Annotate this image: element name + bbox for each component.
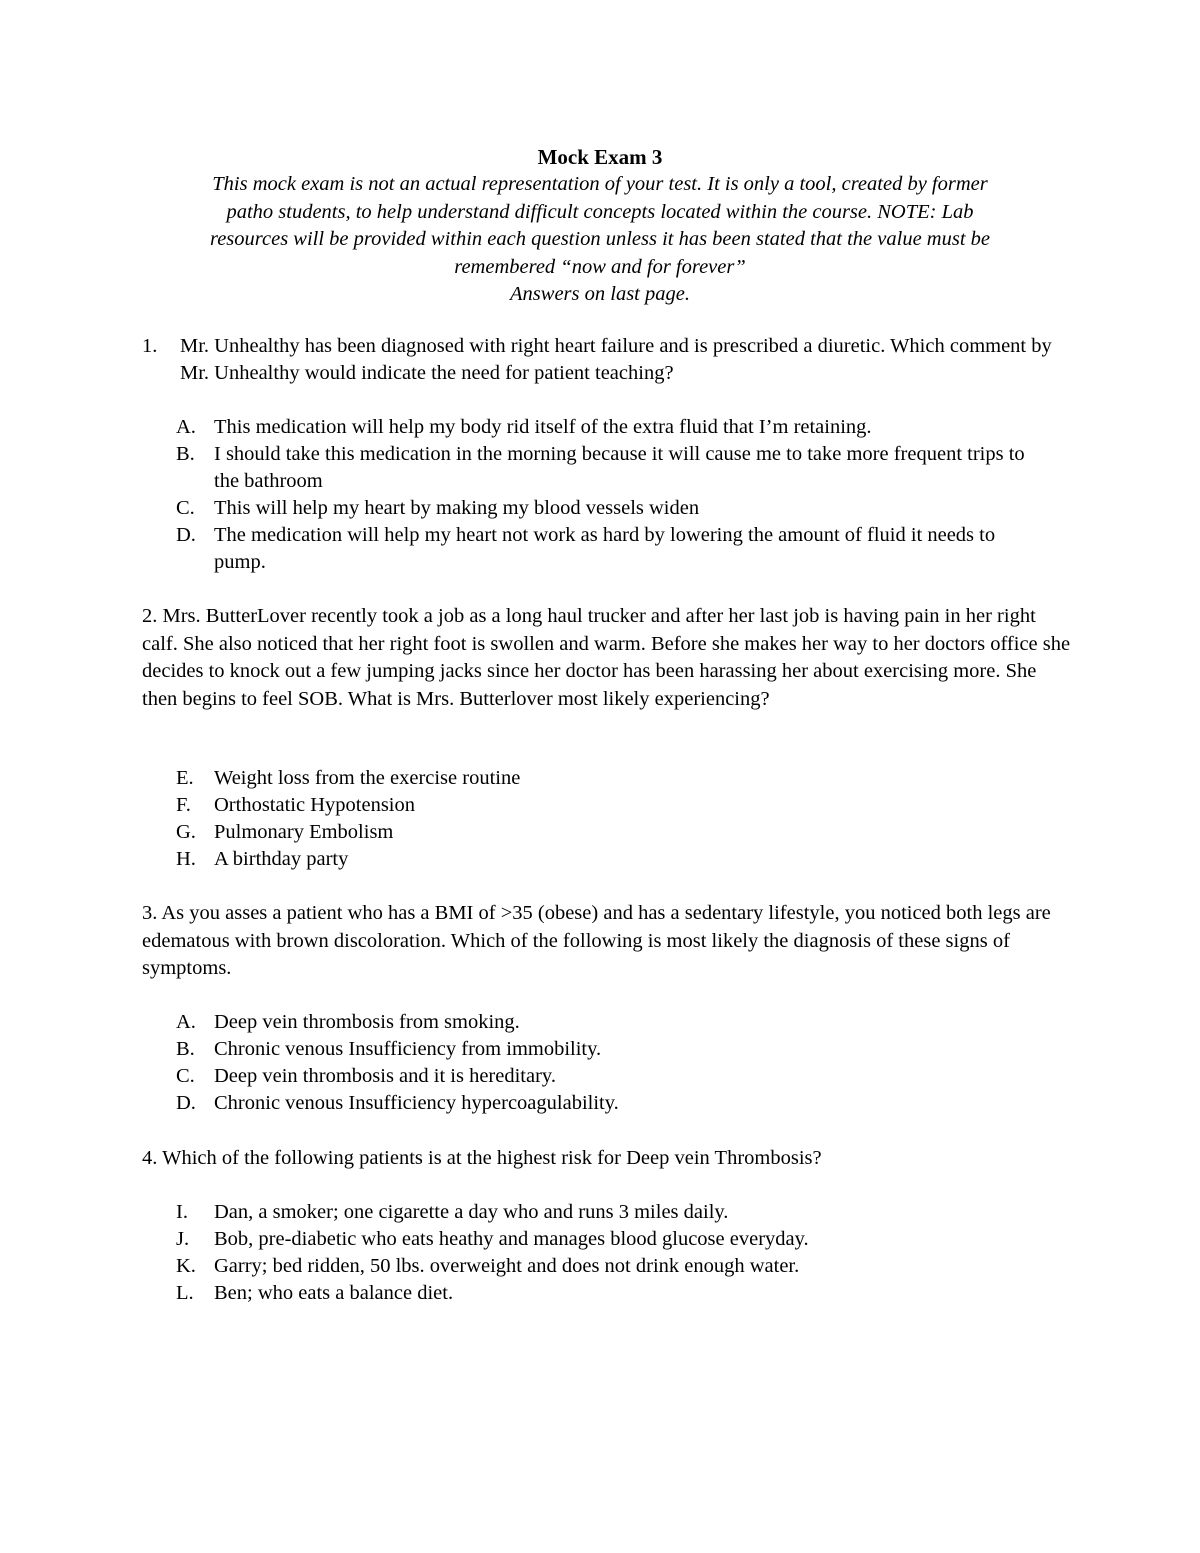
question-2-stem: 2. Mrs. ButterLover recently took a job as a long haul trucker and after her last job is having pain in her right calf. She also noticed that her right foot is swollen and warm. Before she makes her way to her doctors office she decides to knock out a few jumping jacks since her doctor has been harassing her about exercising more. She then begins to feel SOB. What is Mrs. Butterlover most likely experiencing? — [142, 605, 1071, 710]
answer-option — [0, 441, 1034, 495]
option-letter: K. — [176, 1255, 196, 1277]
intro-note — [140, 171, 1060, 309]
answer-option — [0, 1199, 1034, 1226]
option-text: Chronic venous Insufficiency from immobility. — [214, 1038, 602, 1060]
option-letter: B. — [176, 1038, 195, 1060]
question-number: 1. — [142, 335, 158, 357]
option-letter: I. — [176, 1201, 188, 1223]
option-text: Orthostatic Hypotension — [214, 794, 415, 816]
question-4-options — [0, 1199, 1200, 1307]
question-2-options — [0, 765, 1200, 873]
option-letter: C. — [176, 497, 195, 519]
option-letter: J. — [176, 1228, 190, 1250]
option-text: Dan, a smoker; one cigarette a day who and runs 3 miles daily. — [214, 1201, 729, 1223]
answer-option — [0, 819, 1034, 846]
answer-option — [0, 414, 1034, 441]
option-letter: F. — [176, 794, 191, 816]
intro-line: Answers on last page. — [510, 283, 690, 305]
answer-option — [0, 1253, 1034, 1280]
answer-option — [0, 846, 1034, 873]
option-text: Bob, pre-diabetic who eats heathy and manages blood glucose everyday. — [214, 1228, 809, 1250]
answer-option — [0, 765, 1034, 792]
option-text: A birthday party — [214, 848, 349, 870]
question-3-options — [0, 1009, 1200, 1117]
answer-option — [0, 495, 1034, 522]
option-letter: D. — [176, 524, 196, 546]
option-text: Pulmonary Embolism — [214, 821, 394, 843]
option-text: Ben; who eats a balance diet. — [214, 1282, 454, 1304]
option-letter: D. — [176, 1092, 196, 1114]
option-letter: H. — [176, 848, 196, 870]
option-text: This medication will help my body rid itself of the extra fluid that I’m retaining. — [214, 416, 872, 438]
option-text: This will help my heart by making my blood vessels widen — [214, 497, 700, 519]
question-1-options — [0, 414, 1200, 576]
question-1 — [142, 333, 1062, 387]
question-3-stem: 3. As you asses a patient who has a BMI of >35 (obese) and has a sedentary lifestyle, you noticed both legs are edematous with brown discoloration. Which of the following is most likely the diagnosis of these signs of symptoms. — [142, 902, 1051, 979]
intro-line: patho students, to help understand difficult concepts located within the course. NOTE: Lab — [226, 200, 974, 223]
option-text: Garry; bed ridden, 50 lbs. overweight and does not drink enough water. — [214, 1255, 800, 1277]
option-text: Deep vein thrombosis from smoking. — [214, 1011, 520, 1033]
answer-option — [0, 1280, 1034, 1307]
answer-option — [0, 1009, 1034, 1036]
answer-option — [0, 1090, 1034, 1117]
option-letter: A. — [176, 416, 196, 438]
question-4-stem: 4. Which of the following patients is at the highest risk for Deep vein Thrombosis? — [142, 1147, 822, 1169]
answer-option — [0, 1036, 1034, 1063]
option-letter: B. — [176, 443, 195, 465]
answer-option — [0, 792, 1034, 819]
answer-option — [0, 522, 1034, 576]
option-text: I should take this medication in the morning because it will cause me to take more frequent trips to the bathroom — [214, 443, 1025, 492]
intro-line: remembered “now and for forever” — [454, 255, 746, 278]
option-text: Deep vein thrombosis and it is hereditary. — [214, 1065, 556, 1087]
question-stem: Mr. Unhealthy has been diagnosed with right heart failure and is prescribed a diuretic. Which comment by Mr. Unhealthy would indicate the need for patient teaching? — [180, 335, 1052, 384]
option-letter: A. — [176, 1011, 196, 1033]
option-letter: L. — [176, 1282, 194, 1304]
option-text: The medication will help my heart not work as hard by lowering the amount of fluid it needs to pump. — [214, 524, 996, 573]
intro-line: This mock exam is not an actual representation of your test. It is only a tool, created by former — [212, 173, 988, 195]
answer-option — [0, 1226, 1034, 1253]
option-text: Chronic venous Insufficiency hypercoagulability. — [214, 1092, 619, 1114]
option-letter: G. — [176, 821, 196, 843]
intro-line: resources will be provided within each question unless it has been stated that the value must be — [209, 228, 991, 250]
page-title: Mock Exam 3 — [537, 145, 663, 169]
option-letter: E. — [176, 767, 194, 789]
answer-option — [0, 1063, 1034, 1090]
option-text: Weight loss from the exercise routine — [214, 767, 521, 789]
option-letter: C. — [176, 1065, 195, 1087]
